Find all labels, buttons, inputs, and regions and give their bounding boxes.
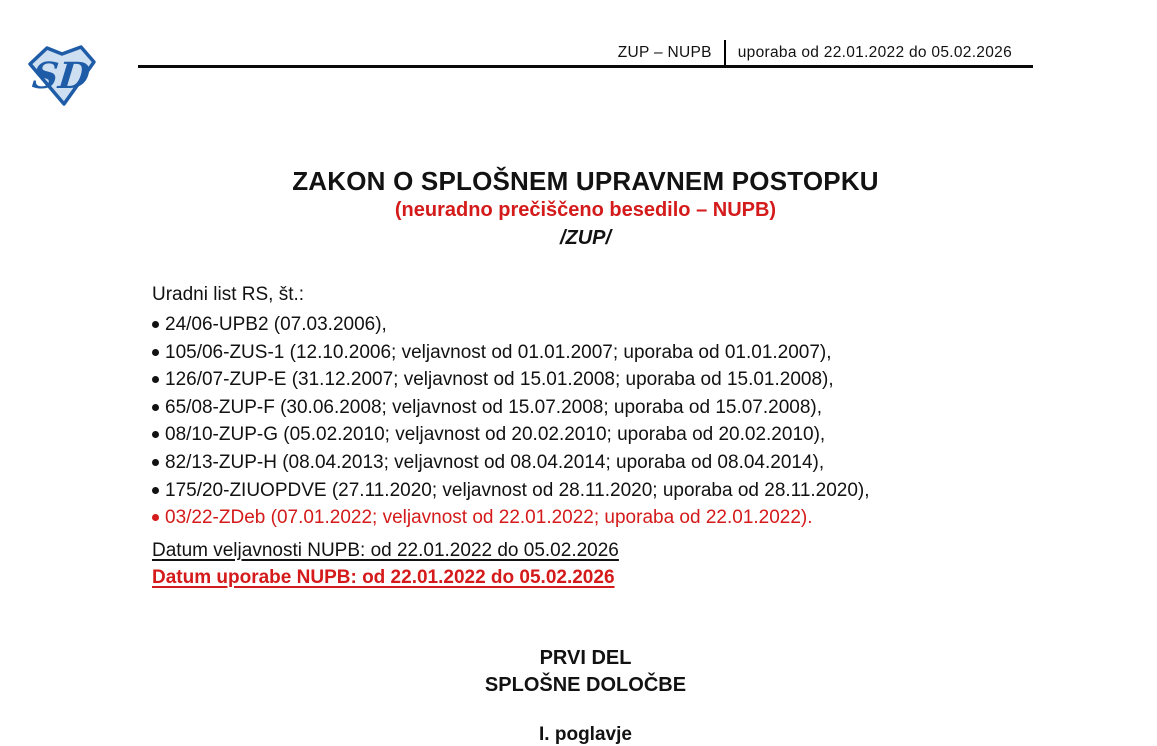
gazette-item: 03/22-ZDeb (07.01.2022; veljavnost od 22.01.2022; uporaba od 22.01.2022).: [152, 504, 870, 532]
usage-range: uporaba od 22.01.2022 do 05.02.2026: [737, 44, 1012, 61]
gazette-list: [152, 311, 870, 532]
gazette-item: 82/13-ZUP-H (08.04.2013; veljavnost od 08.04.2014; uporaba od 08.04.2014),: [152, 449, 870, 477]
sd-logo: [26, 43, 98, 107]
part-title: SPLOŠNE DOLOČBE: [484, 674, 687, 696]
document-subtitle: (neuradno prečiščeno besedilo – NUPB): [394, 199, 777, 221]
gazette-item: 175/20-ZIUOPDVE (27.11.2020; veljavnost od 28.11.2020; uporaba od 28.11.2020),: [152, 477, 870, 505]
usage-date-line: Datum uporabe NUPB: od 22.01.2022 do 05.02.2026: [152, 567, 615, 588]
chapter-label: I. poglavje: [539, 724, 632, 745]
gazette-heading: Uradni list RS, št.:: [152, 284, 305, 305]
gazette-item: 105/06-ZUS-1 (12.10.2006; veljavnost od 01.01.2007; uporaba od 01.01.2007),: [152, 339, 870, 367]
validity-date-line: Datum veljavnosti NUPB: od 22.01.2022 do 05.02.2026: [152, 540, 619, 561]
gazette-item: 126/07-ZUP-E (31.12.2007; veljavnost od 15.01.2008; uporaba od 15.01.2008),: [152, 366, 870, 394]
gazette-item: 24/06-UPB2 (07.03.2006),: [152, 311, 870, 339]
document-title: ZAKON O SPLOŠNEM UPRAVNEM POSTOPKU: [292, 166, 879, 196]
gazette-item: 08/10-ZUP-G (05.02.2010; veljavnost od 20.02.2010; uporaba od 20.02.2010),: [152, 421, 870, 449]
gazette-item: 65/08-ZUP-F (30.06.2008; veljavnost od 15.07.2008; uporaba od 15.07.2008),: [152, 394, 870, 422]
document-abbreviation: /ZUP/: [559, 227, 612, 249]
doc-code: ZUP – NUPB: [617, 44, 712, 61]
header-rule: [138, 65, 1033, 68]
shield-icon: [26, 43, 98, 107]
part-label: PRVI DEL: [539, 647, 632, 669]
header-divider: [724, 40, 726, 67]
logo-letters: SD: [30, 54, 93, 97]
page-header: [138, 38, 1012, 68]
